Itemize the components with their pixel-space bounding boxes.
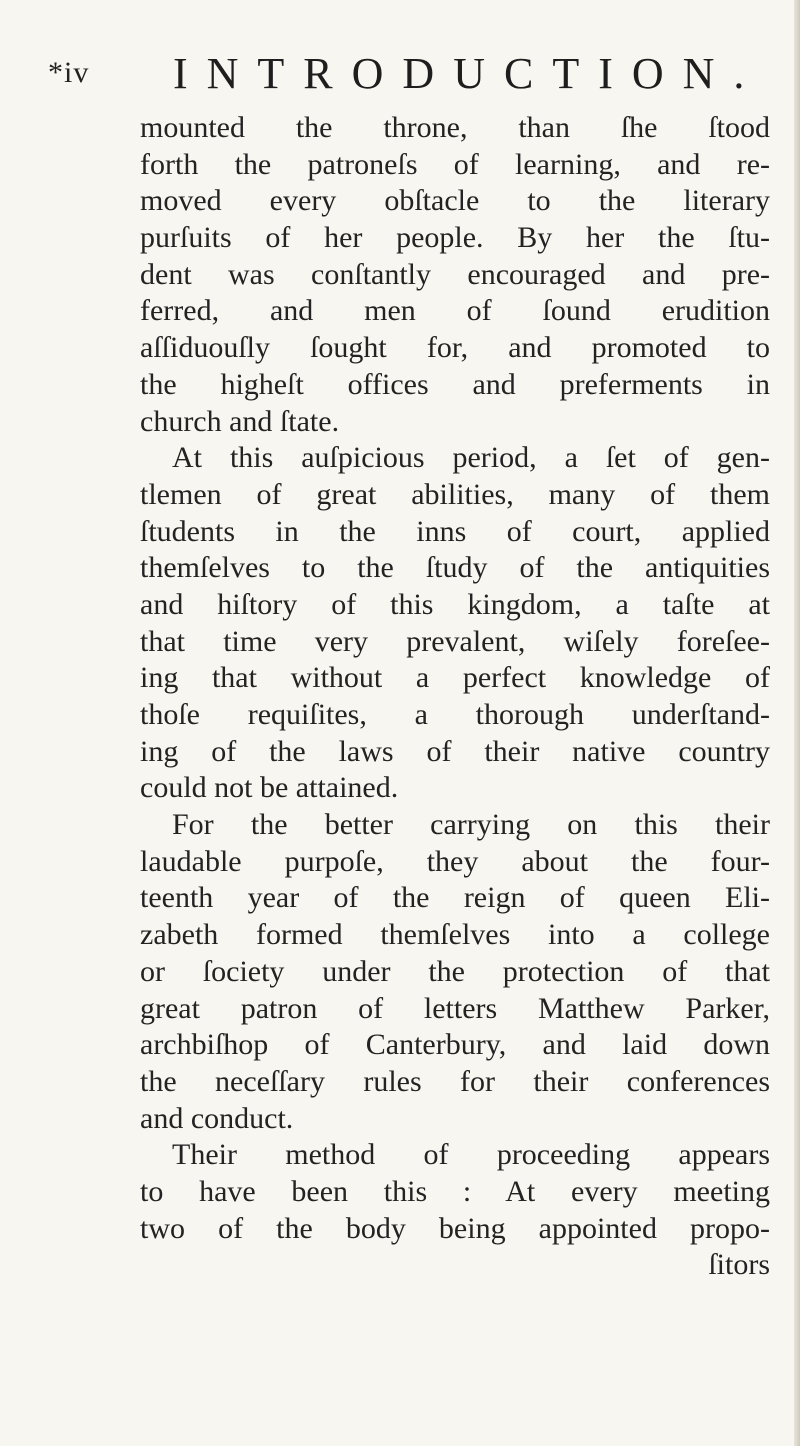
text-line: and conduct.	[140, 1101, 294, 1135]
text-line: themſelves to the ſtudy of the antiquities	[140, 551, 770, 585]
text-line: tlemen of great abilities, many of them	[140, 477, 770, 511]
running-head	[48, 48, 768, 98]
paragraph-start-line: At this auſpicious period, a ſet of gen-	[172, 441, 770, 475]
text-line: moved every obſtacle to the literary	[140, 184, 770, 218]
page-edge	[794, 0, 800, 1446]
text-line: purſuits of her people. By her the ſtu-	[140, 221, 770, 255]
text-line: laudable purpoſe, they about the four-	[140, 844, 770, 878]
text-line: ferred, and men of ſound erudition	[140, 294, 770, 328]
text-line: thoſe requiſites, a thorough underſtand-	[140, 698, 770, 731]
page-number: *iv	[48, 56, 90, 89]
text-line: ing that without a perfect knowledge of	[140, 661, 770, 695]
paragraph-start-line: For the better carrying on this their	[172, 808, 770, 842]
text-line: teenth year of the reign of queen Eli-	[140, 881, 770, 915]
text-line: ſtudents in the inns of court, applied	[140, 514, 770, 548]
text-line: mounted the throne, than ſhe ſtood	[140, 111, 770, 144]
text-line: dent was conſtantly encouraged and pre-	[140, 257, 770, 291]
text-line: church and ſtate.	[140, 404, 340, 438]
text-line: forth the patroneſs of learning, and re-	[140, 147, 770, 181]
text-line: two of the body being appointed propo-	[140, 1211, 770, 1245]
text-line: could not be attained.	[140, 771, 399, 805]
text-line: ing of the laws of their native country	[140, 734, 770, 768]
text-line: archbiſhop of Canterbury, and laid down	[140, 1028, 770, 1062]
paragraph-start-line: Their method of proceeding appears	[172, 1138, 770, 1172]
catchword: ſitors	[708, 1248, 770, 1282]
chapter-title: INTRODUCTION.	[173, 49, 764, 98]
text-line: the higheſt offices and preferments in	[140, 367, 770, 401]
text-line: that time very prevalent, wiſely foreſee-	[140, 624, 770, 658]
text-line: the neceſſary rules for their conferences	[140, 1064, 770, 1098]
text-line: aſſiduouſly ſought for, and promoted to	[140, 331, 770, 365]
text-line: to have been this : At every meeting	[140, 1174, 770, 1208]
text-line: great patron of letters Matthew Parker,	[140, 991, 770, 1025]
text-line: and hiſtory of this kingdom, a taſte at	[140, 587, 770, 621]
body-text	[140, 110, 770, 1284]
text-line: or ſociety under the protection of that	[140, 954, 770, 988]
text-line: zabeth formed themſelves into a college	[140, 918, 770, 952]
